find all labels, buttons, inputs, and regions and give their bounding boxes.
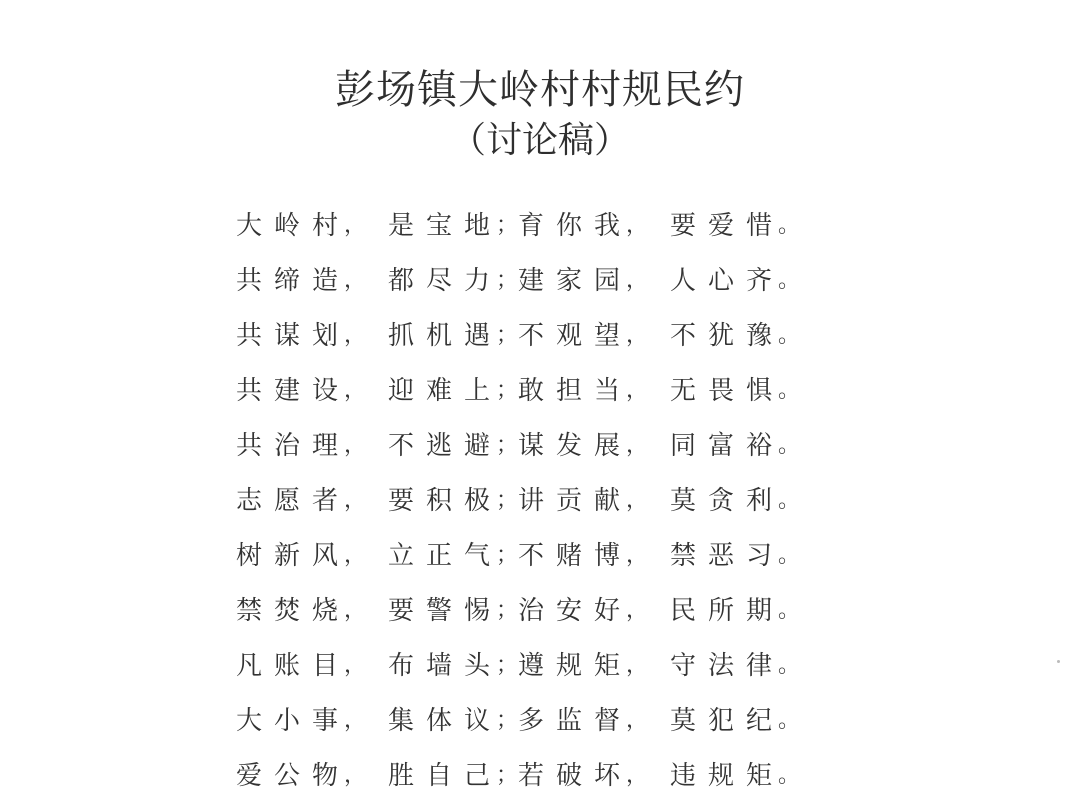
- verse-line: [230, 196, 830, 251]
- punctuation-mark: ，: [344, 488, 367, 513]
- verse-character: 督: [593, 706, 620, 736]
- verse-character: 期: [745, 596, 772, 626]
- verse-character: 积: [425, 486, 452, 516]
- verse-character: 犹: [707, 321, 734, 351]
- verse-line: [230, 361, 830, 416]
- verse-character: 爱: [235, 761, 262, 791]
- verse-character: 发: [555, 431, 582, 461]
- verse-character: 莫: [669, 486, 696, 516]
- verse-character: 自: [425, 761, 452, 791]
- punctuation-mark: ，: [344, 323, 367, 348]
- verse-character: 风: [311, 541, 338, 571]
- punctuation-mark: 。: [778, 268, 801, 293]
- verse-character: 头: [463, 651, 490, 681]
- verse-character: 规: [707, 761, 734, 791]
- punctuation-mark: ，: [626, 763, 649, 788]
- verse-character: 多: [517, 706, 544, 736]
- punctuation-mark: ；: [496, 268, 519, 293]
- verse-character: 莫: [669, 706, 696, 736]
- verse-list: [230, 196, 830, 801]
- punctuation-mark: 。: [778, 653, 801, 678]
- punctuation-mark: ，: [344, 763, 367, 788]
- punctuation-mark: ，: [344, 268, 367, 293]
- verse-character: 监: [555, 706, 582, 736]
- verse-character: 纪: [745, 706, 772, 736]
- verse-character: 凡: [235, 651, 262, 681]
- verse-character: 宝: [425, 211, 452, 241]
- verse-character: 所: [707, 596, 734, 626]
- verse-character: 讲: [517, 486, 544, 516]
- punctuation-mark: 。: [778, 323, 801, 348]
- document-title: 彭场镇大岭村村规民约: [335, 67, 745, 113]
- verse-character: 担: [555, 376, 582, 406]
- punctuation-mark: ，: [344, 543, 367, 568]
- verse-character: 畏: [707, 376, 734, 406]
- verse-character: 无: [669, 376, 696, 406]
- verse-character: 设: [311, 376, 338, 406]
- verse-character: 谋: [517, 431, 544, 461]
- punctuation-mark: ，: [626, 708, 649, 733]
- verse-character: 禁: [669, 541, 696, 571]
- verse-character: 造: [311, 266, 338, 296]
- verse-character: 博: [593, 541, 620, 571]
- verse-character: 观: [555, 321, 582, 351]
- verse-character: 遇: [463, 321, 490, 351]
- verse-character: 气: [463, 541, 490, 571]
- verse-character: 新: [273, 541, 300, 571]
- punctuation-mark: ，: [626, 268, 649, 293]
- punctuation-mark: ，: [344, 433, 367, 458]
- punctuation-mark: 。: [778, 543, 801, 568]
- verse-line: [230, 526, 830, 581]
- verse-line: [230, 636, 830, 691]
- verse-character: 安: [555, 596, 582, 626]
- punctuation-mark: ；: [496, 323, 519, 348]
- punctuation-mark: ；: [496, 213, 519, 238]
- verse-character: 者: [311, 486, 338, 516]
- punctuation-mark: 。: [778, 488, 801, 513]
- verse-character: 己: [463, 761, 490, 791]
- verse-character: 齐: [745, 266, 772, 296]
- verse-character: 立: [387, 541, 414, 571]
- punctuation-mark: ；: [496, 763, 519, 788]
- verse-character: 我: [593, 211, 620, 241]
- verse-character: 民: [669, 596, 696, 626]
- verse-character: 法: [707, 651, 734, 681]
- verse-character: 理: [311, 431, 338, 461]
- punctuation-mark: ，: [344, 653, 367, 678]
- verse-character: 建: [517, 266, 544, 296]
- verse-character: 不: [387, 431, 414, 461]
- punctuation-mark: 。: [778, 763, 801, 788]
- verse-character: 物: [311, 761, 338, 791]
- punctuation-mark: ，: [344, 598, 367, 623]
- verse-line: [230, 251, 830, 306]
- verse-character: 愿: [273, 486, 300, 516]
- verse-character: 上: [463, 376, 490, 406]
- verse-character: 逃: [425, 431, 452, 461]
- verse-character: 矩: [593, 651, 620, 681]
- verse-character: 犯: [707, 706, 734, 736]
- verse-line: [230, 581, 830, 636]
- verse-character: 大: [235, 706, 262, 736]
- verse-character: 你: [555, 211, 582, 241]
- verse-line: [230, 416, 830, 471]
- verse-character: 治: [517, 596, 544, 626]
- verse-character: 展: [593, 431, 620, 461]
- punctuation-mark: 。: [778, 598, 801, 623]
- verse-character: 献: [593, 486, 620, 516]
- verse-character: 共: [235, 376, 262, 406]
- verse-character: 惧: [745, 376, 772, 406]
- verse-character: 公: [273, 761, 300, 791]
- verse-character: 力: [463, 266, 490, 296]
- verse-character: 集: [387, 706, 414, 736]
- verse-character: 惕: [463, 596, 490, 626]
- verse-character: 是: [387, 211, 414, 241]
- verse-character: 利: [745, 486, 772, 516]
- verse-character: 墙: [425, 651, 452, 681]
- punctuation-mark: 。: [778, 433, 801, 458]
- punctuation-mark: ，: [344, 378, 367, 403]
- punctuation-mark: ；: [496, 543, 519, 568]
- verse-character: 共: [235, 321, 262, 351]
- verse-character: 要: [387, 486, 414, 516]
- verse-character: 志: [235, 486, 262, 516]
- verse-character: 尽: [425, 266, 452, 296]
- punctuation-mark: ；: [496, 433, 519, 458]
- verse-character: 人: [669, 266, 696, 296]
- verse-character: 园: [593, 266, 620, 296]
- punctuation-mark: 。: [778, 378, 801, 403]
- verse-line: [230, 746, 830, 801]
- verse-character: 不: [669, 321, 696, 351]
- verse-character: 体: [425, 706, 452, 736]
- verse-line: [230, 306, 830, 361]
- verse-character: 若: [517, 761, 544, 791]
- verse-character: 划: [311, 321, 338, 351]
- verse-character: 目: [311, 651, 338, 681]
- verse-character: 避: [463, 431, 490, 461]
- punctuation-mark: ，: [626, 488, 649, 513]
- verse-character: 违: [669, 761, 696, 791]
- verse-character: 迎: [387, 376, 414, 406]
- verse-character: 胜: [387, 761, 414, 791]
- verse-character: 抓: [387, 321, 414, 351]
- verse-character: 禁: [235, 596, 262, 626]
- verse-character: 家: [555, 266, 582, 296]
- verse-character: 望: [593, 321, 620, 351]
- punctuation-mark: ，: [344, 708, 367, 733]
- punctuation-mark: 。: [778, 708, 801, 733]
- verse-character: 建: [273, 376, 300, 406]
- punctuation-mark: ，: [626, 433, 649, 458]
- verse-character: 豫: [745, 321, 772, 351]
- verse-character: 议: [463, 706, 490, 736]
- verse-character: 不: [517, 321, 544, 351]
- punctuation-mark: ，: [626, 653, 649, 678]
- punctuation-mark: ，: [626, 323, 649, 348]
- verse-character: 大: [235, 211, 262, 241]
- verse-character: 事: [311, 706, 338, 736]
- verse-line: [230, 471, 830, 526]
- punctuation-mark: ，: [626, 543, 649, 568]
- verse-character: 地: [463, 211, 490, 241]
- verse-character: 守: [669, 651, 696, 681]
- punctuation-mark: ；: [496, 598, 519, 623]
- verse-character: 贪: [707, 486, 734, 516]
- verse-character: 治: [273, 431, 300, 461]
- verse-character: 坏: [593, 761, 620, 791]
- verse-character: 同: [669, 431, 696, 461]
- punctuation-mark: ；: [496, 488, 519, 513]
- verse-character: 不: [517, 541, 544, 571]
- verse-character: 要: [669, 211, 696, 241]
- punctuation-mark: ，: [626, 378, 649, 403]
- verse-character: 正: [425, 541, 452, 571]
- verse-character: 树: [235, 541, 262, 571]
- verse-character: 极: [463, 486, 490, 516]
- verse-character: 小: [273, 706, 300, 736]
- verse-character: 遵: [517, 651, 544, 681]
- verse-character: 敢: [517, 376, 544, 406]
- punctuation-mark: ，: [344, 213, 367, 238]
- verse-character: 好: [593, 596, 620, 626]
- punctuation-mark: 。: [778, 213, 801, 238]
- punctuation-mark: ；: [496, 378, 519, 403]
- verse-character: 共: [235, 431, 262, 461]
- verse-character: 布: [387, 651, 414, 681]
- verse-character: 育: [517, 211, 544, 241]
- verse-character: 要: [387, 596, 414, 626]
- verse-character: 岭: [273, 211, 300, 241]
- scan-speck: [1057, 660, 1060, 663]
- verse-character: 村: [311, 211, 338, 241]
- verse-character: 共: [235, 266, 262, 296]
- verse-character: 难: [425, 376, 452, 406]
- verse-character: 惜: [745, 211, 772, 241]
- punctuation-mark: ，: [626, 213, 649, 238]
- verse-character: 账: [273, 651, 300, 681]
- verse-character: 赌: [555, 541, 582, 571]
- verse-character: 焚: [273, 596, 300, 626]
- verse-character: 裕: [745, 431, 772, 461]
- verse-character: 烧: [311, 596, 338, 626]
- verse-character: 机: [425, 321, 452, 351]
- verse-character: 律: [745, 651, 772, 681]
- document-subtitle: （讨论稿）: [449, 120, 630, 161]
- punctuation-mark: ；: [496, 653, 519, 678]
- verse-character: 破: [555, 761, 582, 791]
- punctuation-mark: ；: [496, 708, 519, 733]
- punctuation-mark: ，: [626, 598, 649, 623]
- verse-character: 心: [707, 266, 734, 296]
- verse-character: 矩: [745, 761, 772, 791]
- verse-character: 警: [425, 596, 452, 626]
- verse-character: 爱: [707, 211, 734, 241]
- verse-character: 谋: [273, 321, 300, 351]
- verse-line: [230, 691, 830, 746]
- verse-character: 缔: [273, 266, 300, 296]
- verse-character: 当: [593, 376, 620, 406]
- verse-character: 富: [707, 431, 734, 461]
- verse-character: 规: [555, 651, 582, 681]
- verse-character: 贡: [555, 486, 582, 516]
- verse-character: 习: [745, 541, 772, 571]
- verse-character: 都: [387, 266, 414, 296]
- verse-character: 恶: [707, 541, 734, 571]
